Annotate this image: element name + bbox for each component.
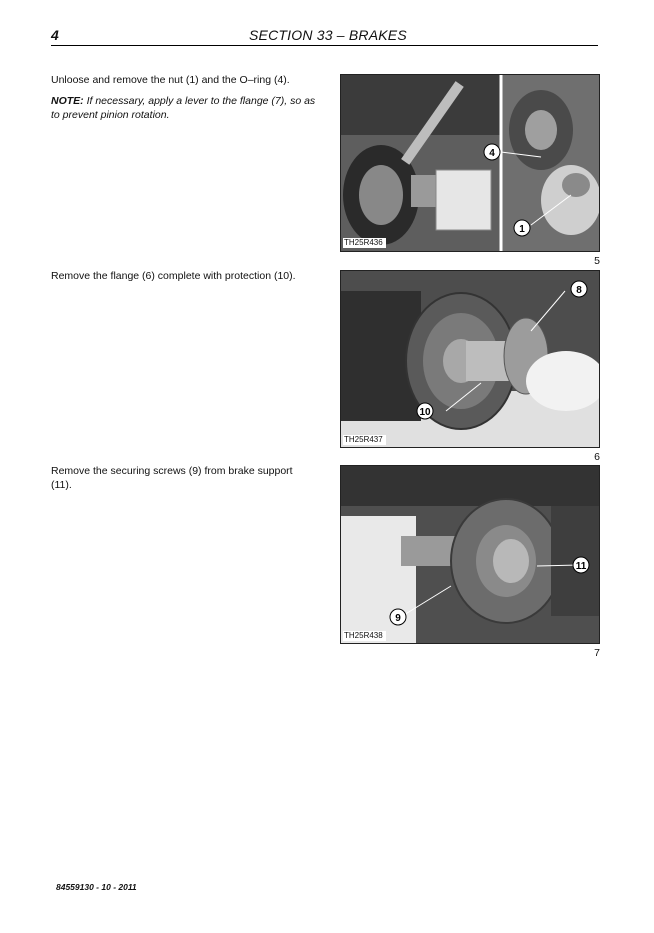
footer-doc-id: 84559130 - 10 - 2011 <box>56 882 137 892</box>
svg-text:1: 1 <box>519 224 525 235</box>
figure-6-code: TH25R437 <box>343 435 386 445</box>
callout-9 <box>390 609 406 625</box>
figure-7-code: TH25R438 <box>343 631 386 641</box>
note-label: NOTE: <box>51 95 84 107</box>
svg-text:10: 10 <box>419 407 431 418</box>
figure-5-number: 5 <box>594 255 600 267</box>
page-number: 4 <box>51 27 59 43</box>
svg-text:4: 4 <box>489 148 495 159</box>
step-2-text: Remove the flange (6) complete with protection (10). <box>51 270 296 282</box>
figure-7-number: 7 <box>594 647 600 659</box>
figure-5-photo <box>340 74 600 252</box>
section-title: SECTION 33 – BRAKES <box>249 27 407 43</box>
note-text: If necessary, apply a lever to the flange (7), so as to prevent pinion rotation. <box>51 95 316 121</box>
step-1-note <box>51 95 316 122</box>
figure-6-number: 6 <box>594 451 600 463</box>
figure-6-illustration <box>341 271 599 447</box>
figure-6-photo <box>340 270 600 448</box>
figure-5-illustration <box>341 75 599 251</box>
callout-8 <box>571 281 587 297</box>
svg-text:11: 11 <box>575 561 587 572</box>
figure-7-illustration <box>341 466 599 643</box>
header-rule <box>51 45 598 46</box>
figure-5-code: TH25R436 <box>343 238 386 248</box>
figure-7-photo <box>340 465 600 644</box>
svg-text:8: 8 <box>576 285 582 296</box>
callout-10 <box>417 403 433 419</box>
callout-11 <box>573 557 589 573</box>
callout-1 <box>514 220 530 236</box>
svg-text:9: 9 <box>395 613 401 624</box>
step-3-text: Remove the securing screws (9) from brake support (11). <box>51 465 293 491</box>
step-1-text: Unloose and remove the nut (1) and the O–ring (4). <box>51 74 290 86</box>
callout-4 <box>484 144 500 160</box>
